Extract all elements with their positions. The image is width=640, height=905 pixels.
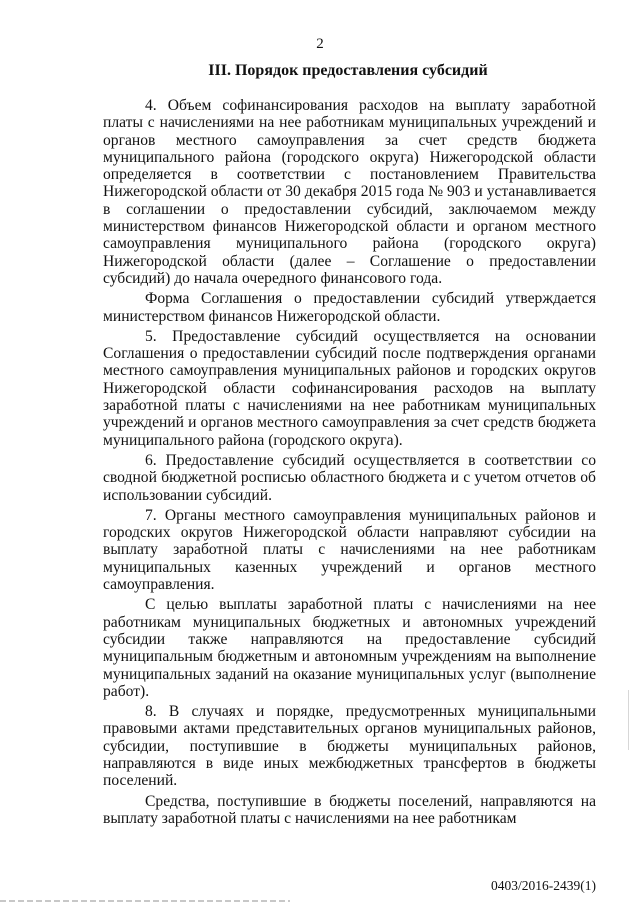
section-title: III. Порядок предоставления субсидий: [208, 62, 488, 79]
paragraph-7: 7. Органы местного самоуправления муниципальных районов и городских округов Нижегородской области направляют субсидии на выплату заработной платы с начислениями на нее работникам муниципальных казенных учреждений и органов местного самоуправления.: [103, 506, 596, 594]
scan-edge-mark: [628, 690, 629, 750]
document-body: [103, 97, 596, 830]
page-number: 2: [316, 36, 324, 52]
paragraph-8: 8. В случаях и порядке, предусмотренных муниципальными правовыми актами представительных органов муниципальных районов, субсидии, поступившие в бюджеты муниципальных районов, направляются в виде иных межбюджетных трансфертов в бюджеты поселений.: [103, 703, 596, 790]
paragraph-6: 6. Предоставление субсидий осуществляется в соответствии со сводной бюджетной росписью областного бюджета и с учетом отчетов об использовании субсидий.: [103, 451, 596, 504]
paragraph-settlement-funds: Средства, поступившие в бюджеты поселений, направляются на выплату заработной платы с начислениями на нее работникам: [103, 792, 596, 827]
document-code: 0403/2016-2439(1): [491, 878, 596, 893]
paragraph-5: 5. Предоставление субсидий осуществляется на основании Соглашения о предоставлении субсидий после подтверждения органами местного самоуправления муниципальных районов и городских округов Нижегородской области софинансирования расходов на выплату заработной платы с начислениями на нее работникам муниципальных учреждений и органов местного самоуправления за счет средств бюджета муниципального района (городского округа).: [103, 327, 596, 449]
paragraph-agreement-form: Форма Соглашения о предоставлении субсидий утверждается министерством финансов Нижегородской области.: [103, 290, 596, 325]
paragraph-salary-purpose: С целью выплаты заработной платы с начислениями на нее работникам муниципальных бюджетных и автономных учреждений субсидии также направляются на предоставление субсидий муниципальным бюджетным и автономным учреждениям на выполнение муниципальных заданий на оказание муниципальных услуг (выполнение работ).: [103, 596, 596, 700]
scan-artifact: [0, 900, 290, 902]
paragraph-4: 4. Объем софинансирования расходов на выплату заработной платы с начислениями на нее работникам муниципальных учреждений и органов местного самоуправления за счет средств бюджета муниципального района (городского округа) Нижегородской области определяется в соответствии с постановлением Правительства Нижегородской области от 30 декабря 2015 года № 903 и устанавливается в соглашении о предоставлении субсидий, заключаемом между министерством финансов Нижегородской области и органом местного самоуправления муниципального района (городского округа) Нижегородской области (далее – Соглашение о предоставлении субсидий) до начала очередного финансового года.: [103, 97, 596, 287]
